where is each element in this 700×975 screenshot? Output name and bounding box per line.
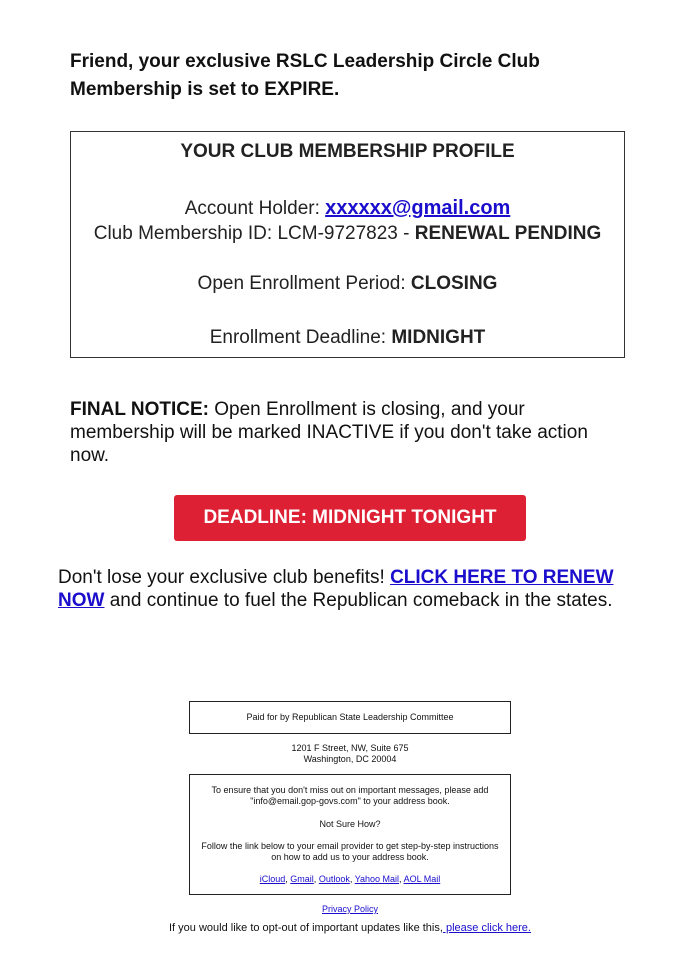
benefits-paragraph: [58, 566, 648, 612]
membership-id-row: [71, 223, 624, 245]
account-holder-row: [71, 197, 624, 220]
privacy-row: [189, 904, 511, 914]
final-notice: [70, 398, 630, 467]
account-email-link[interactable]: xxxxxx@gmail.com: [325, 197, 511, 219]
icloud-link[interactable]: iCloud: [259, 874, 286, 884]
provider-links: [190, 874, 510, 885]
address-book-box: [189, 774, 511, 895]
paid-for-box: Paid for by Republican State Leadership Committee: [189, 701, 511, 734]
opt-out-row: [50, 922, 650, 934]
final-notice-text: Open Enrollment is closing, and your membership will be marked INACTIVE if you don't take action now.: [70, 399, 588, 466]
address-line-2: Washington, DC 20004: [303, 754, 397, 764]
profile-title: YOUR CLUB MEMBERSHIP PROFILE: [180, 141, 515, 162]
not-sure-text: Not Sure How?: [319, 819, 381, 829]
benefits-text-before: Don't lose your exclusive club benefits!: [58, 567, 391, 588]
privacy-policy-link[interactable]: Privacy Policy: [321, 904, 378, 914]
enrollment-period-label: Open Enrollment Period:: [197, 273, 411, 294]
aol-mail-link[interactable]: AOL Mail: [403, 874, 441, 884]
separator: ,: [313, 874, 319, 884]
yahoo-mail-link[interactable]: Yahoo Mail: [354, 874, 400, 884]
deadline-button[interactable]: DEADLINE: MIDNIGHT TONIGHT: [174, 495, 526, 541]
opt-out-text: If you would like to opt-out of important updates like this,: [169, 922, 443, 934]
membership-id-label: Club Membership ID: LCM-9727823 -: [93, 223, 415, 244]
enrollment-period-value: CLOSING: [410, 273, 498, 294]
benefits-text-after: and continue to fuel the Republican comeback in the states.: [104, 590, 613, 611]
mailing-address: [189, 743, 511, 765]
follow-text: Follow the link below to your email provider to get step-by-step instructions on how to add us to your address book.: [201, 841, 499, 862]
outlook-link[interactable]: Outlook: [318, 874, 350, 884]
gmail-link[interactable]: Gmail: [290, 874, 314, 884]
enrollment-deadline-row: [71, 327, 624, 349]
renewal-status: RENEWAL PENDING: [414, 223, 602, 244]
headline: Friend, your exclusive RSLC Leadership Circle Club Membership is set to EXPIRE.: [70, 51, 540, 100]
enrollment-period-row: [71, 273, 624, 295]
separator: ,: [399, 874, 404, 884]
opt-out-link[interactable]: please click here.: [442, 922, 531, 934]
renew-now-link[interactable]: CLICK HERE TO RENEW NOW: [58, 567, 614, 611]
enrollment-deadline-label: Enrollment Deadline:: [209, 327, 392, 348]
membership-profile-box: [70, 131, 625, 358]
enrollment-deadline-value: MIDNIGHT: [391, 327, 486, 348]
ensure-text: To ensure that you don't miss out on important messages, please add "info@email.gop-govs.com" to your address book.: [211, 785, 489, 806]
final-notice-lead: FINAL NOTICE:: [70, 399, 209, 420]
separator: ,: [285, 874, 291, 884]
separator: ,: [349, 874, 355, 884]
address-line-1: 1201 F Street, NW, Suite 675: [291, 743, 409, 753]
account-holder-label: Account Holder:: [184, 198, 326, 219]
